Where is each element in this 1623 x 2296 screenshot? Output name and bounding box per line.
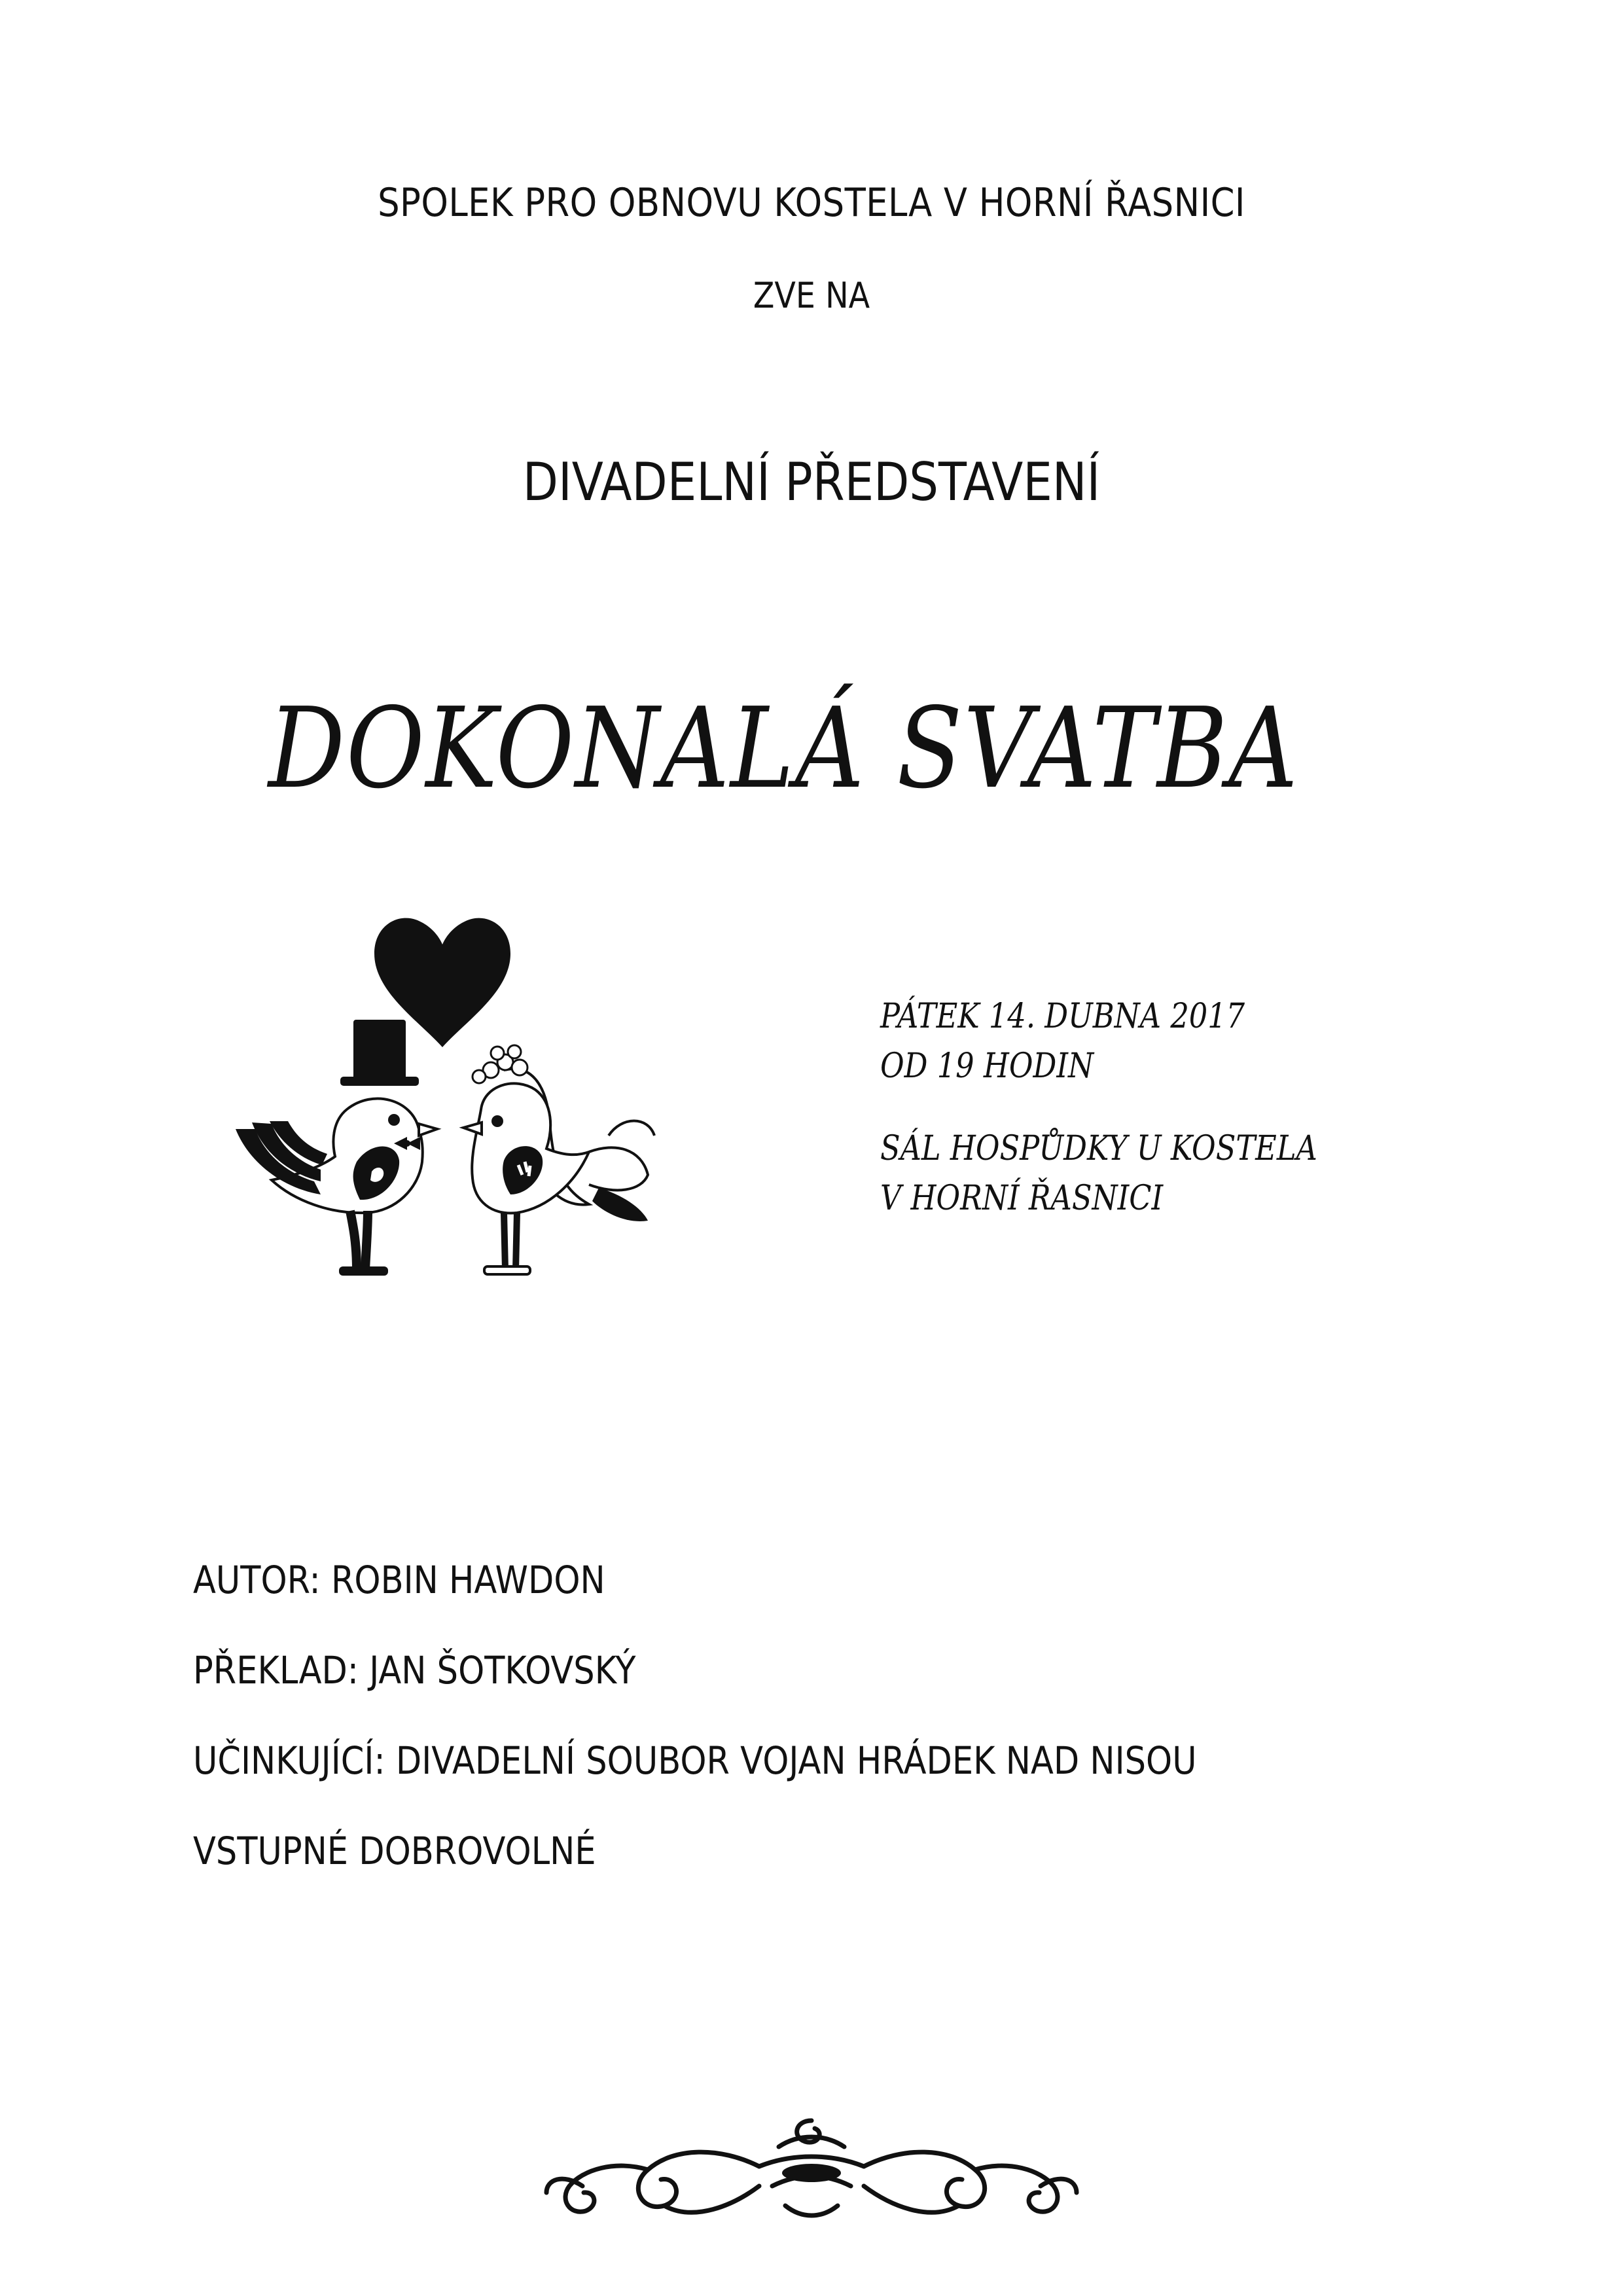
event-type-heading: DIVADELNÍ PŘEDSTAVENÍ — [522, 452, 1101, 512]
credits-list — [193, 1558, 1345, 1922]
top-hat-icon — [340, 1020, 419, 1086]
flourish-ornament-icon — [543, 2108, 1080, 2238]
wedding-birds-illustration — [223, 913, 733, 1299]
event-venue-line1: SÁL HOSPŮDKY U KOSTELA — [880, 1129, 1317, 1168]
event-venue-line2: V HORNÍ ŘASNICI — [880, 1179, 1164, 1218]
organizer-line: SPOLEK PRO OBNOVU KOSTELA V HORNÍ ŘASNICI — [378, 180, 1245, 226]
event-date: PÁTEK 14. DUBNA 2017 — [880, 997, 1245, 1036]
event-details — [880, 992, 1387, 1223]
credit-admission: VSTUPNÉ DOBROVOLNÉ — [193, 1829, 596, 1873]
invite-line: ZVE NA — [753, 275, 870, 316]
groom-bird-icon — [236, 1020, 437, 1276]
credit-author: AUTOR: ROBIN HAWDON — [193, 1558, 605, 1602]
flower-crown-icon — [473, 1045, 527, 1083]
credit-performers: UČINKUJÍCÍ: DIVADELNÍ SOUBOR VOJAN HRÁDEK NAD NISOU — [193, 1738, 1197, 1783]
credit-translation: PŘEKLAD: JAN ŠOTKOVSKÝ — [193, 1648, 636, 1693]
bride-bird-icon — [463, 1045, 654, 1274]
play-title: DOKONALÁ SVATBA — [268, 684, 1299, 814]
event-time: OD 19 HODIN — [880, 1047, 1094, 1086]
